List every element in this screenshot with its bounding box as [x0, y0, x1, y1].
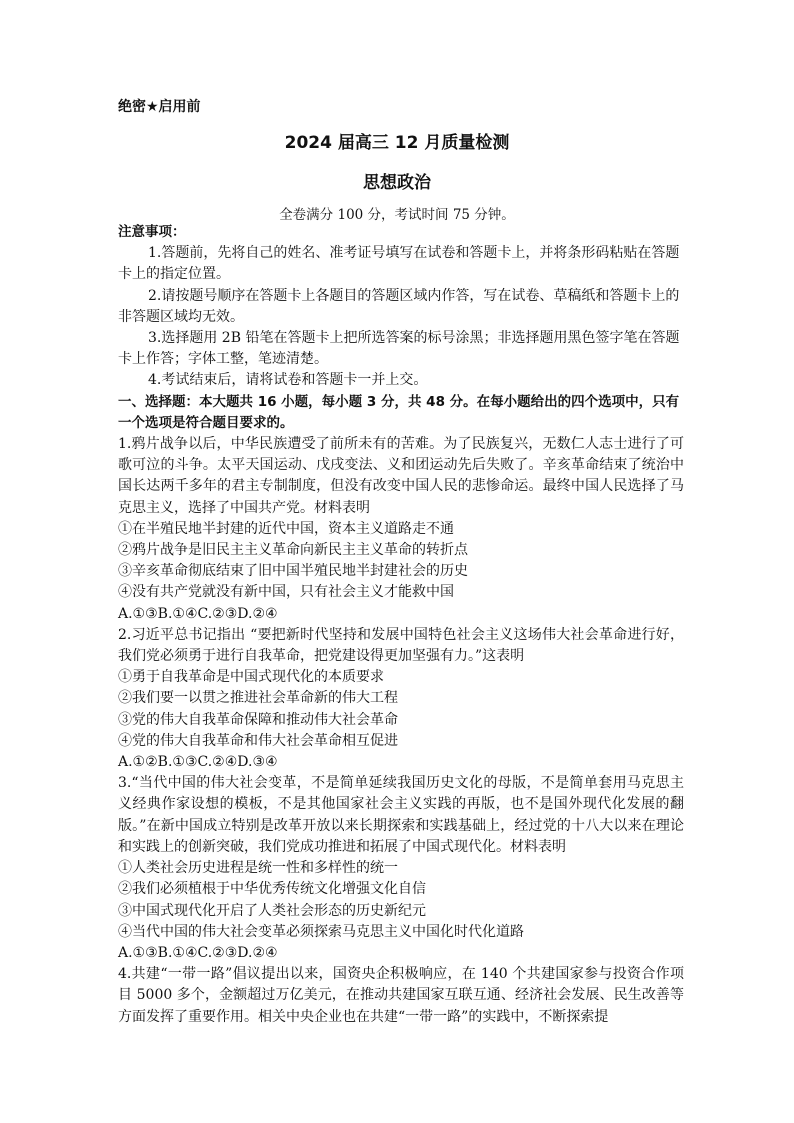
answer-choices: A.①③B.①④C.②③D.②④ — [118, 944, 278, 961]
exam-content — [118, 222, 684, 1028]
question-option: ①人类社会历史进程是统一性和多样性的统一 — [118, 860, 398, 877]
question-option: ③辛亥革命彻底结束了旧中国半殖民地半封建社会的历史 — [118, 563, 468, 580]
notice-item: 2.请按题号顺序在答题卡上各题目的答题区域内作答，写在试卷、草稿纸和答题卡上的非答题区域均无效。 — [118, 287, 680, 325]
question-2 — [118, 625, 684, 773]
question-option: ④没有共产党就没有新中国，只有社会主义才能救中国 — [118, 584, 454, 601]
question-stem: 1.鸦片战争以后，中华民族遭受了前所未有的苦难。为了民族复兴，无数仁人志士进行了可歌可泣的斗争。太平天国运动、戊戌变法、义和团运动先后失败了。辛亥革命结束了统治中国长达两千多年的君主专制制度，但没有改变中国人民的悲惨命运。最终中国人民选择了马克思主义，选择了中国共产党。材料表明 — [118, 436, 684, 516]
question-option: ④当代中国的伟大社会变革必须探索马克思主义中国化时代化道路 — [118, 923, 524, 940]
question-1 — [118, 434, 684, 625]
notice-item: 4.考试结束后，请将试卷和答题卡一并上交。 — [148, 372, 428, 389]
question-option: ①在半殖民地半封建的近代中国，资本主义道路走不通 — [118, 520, 454, 537]
question-option: ④党的伟大自我革命和伟大社会革命相互促进 — [118, 732, 398, 749]
question-option: ②我们要一以贯之推进社会革命新的伟大工程 — [118, 690, 398, 707]
question-option: ①勇于自我革命是中国式现代化的本质要求 — [118, 669, 384, 686]
section-heading: 一、选择题：本大题共 16 小题，每小题 3 分，共 48 分。在每小题给出的四个选项中，只有一个选项是符合题目要求的。 — [118, 393, 680, 431]
question-option: ③党的伟大自我革命保障和推动伟大社会革命 — [118, 711, 398, 728]
notice-item: 1.答题前，先将自己的姓名、准考证号填写在试卷和答题卡上，并将条形码粘贴在答题卡上的指定位置。 — [118, 245, 680, 283]
question-3 — [118, 773, 684, 964]
question-stem: 2.习近平总书记指出 “要把新时代坚持和发展中国特色社会主义这场伟大社会革命进行好，我们党必须勇于进行自我革命，把党建设得更加坚强有力。”这表明 — [118, 626, 684, 665]
confidential-label: 绝密★启用前 — [118, 99, 201, 115]
question-4 — [118, 964, 684, 1028]
notice-item: 3.选择题用 2B 铅笔在答题卡上把所选答案的标号涂黑；非选择题用黑色签字笔在答题卡上作答；字体工整，笔迹清楚。 — [118, 330, 680, 368]
answer-choices: A.①②B.①③C.②④D.③④ — [118, 754, 278, 771]
exam-info: 全卷满分 100 分，考试时间 75 分钟。 — [279, 207, 515, 223]
question-option: ②鸦片战争是旧民主主义革命向新民主主义革命的转折点 — [118, 542, 468, 559]
notice-heading: 注意事项： — [118, 224, 186, 240]
answer-choices: A.①③B.①④C.②③D.②④ — [118, 605, 278, 622]
question-option: ②我们必须植根于中华优秀传统文化增强文化自信 — [118, 881, 426, 898]
question-stem: 3.“当代中国的伟大社会变革，不是简单延续我国历史文化的母版，不是简单套用马克思主义经典作家设想的模板，不是其他国家社会主义实践的再版，也不是国外现代化发展的翻版。”在新中国成立特别是改革开放以来长期探索和实践基础上，经过党的十八大以来在理论和实践上的创新突破，我们党成功推进和拓展了中国式现代化。材料表明 — [118, 775, 684, 855]
question-option: ③中国式现代化开启了人类社会形态的历史新纪元 — [118, 902, 426, 919]
question-stem: 4.共建“一带一路”倡议提出以来，国资央企积极响应，在 140 个共建国家参与投资合作项目 5000 多个，金额超过万亿美元，在推动共建国家互联互通、经济社会发展、民生改善等方面发挥了重要作用。相关中央企业也在共建“一带一路”的实践中，不断探索提 — [118, 966, 684, 1025]
subject-title: 思想政治 — [363, 173, 431, 193]
exam-title: 2024 届高三 12 月质量检测 — [284, 133, 510, 153]
